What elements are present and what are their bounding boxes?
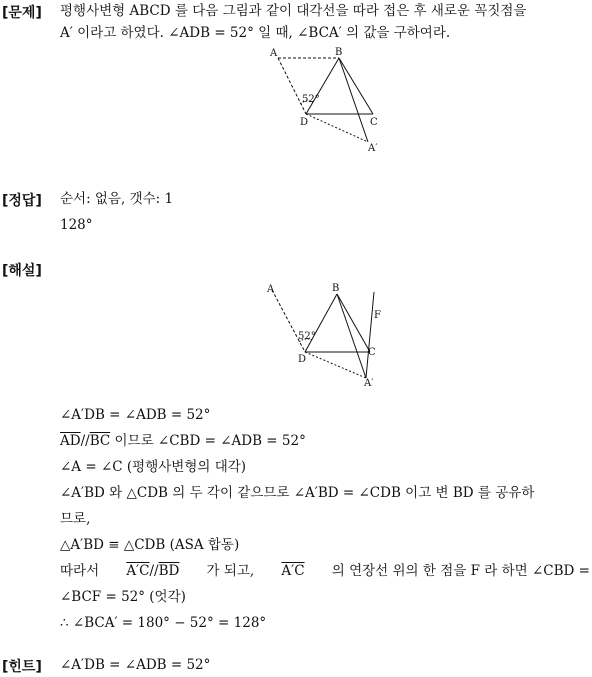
answer-order-line: 순서: 없음, 갯수: 1 — [60, 191, 174, 207]
explanation-line-1: ∠A′DB = ∠ADB = 52° — [60, 407, 211, 423]
label-aprime: A′ — [368, 143, 378, 154]
dashed-edge-d-aprime — [306, 114, 368, 142]
segment-bd: $\overline{BD}$ — [158, 563, 180, 579]
label-d: D — [298, 354, 307, 365]
diagonal-bd — [306, 58, 339, 114]
label-angle: 52° — [302, 94, 320, 105]
edge-bc — [339, 58, 373, 114]
dashed-edge-d-aprime — [305, 352, 366, 378]
segment-bc: $\overline{BC}$ — [89, 433, 111, 449]
explanation-line-2: $\overline{AD}//\overline{BC}$ 이므로 ∠CBD = ∠ADB = 52° — [60, 433, 306, 449]
label-angle: 52° — [298, 331, 316, 342]
explanation-line-3: ∠A = ∠C (평행사변형의 대각) — [60, 459, 247, 475]
explanation-line-5: 므로, — [60, 511, 91, 527]
explanation-figure — [262, 282, 392, 392]
answer-value: 128° — [60, 217, 93, 233]
segment-group: $A'C//\overline{BD}$ — [126, 563, 180, 579]
explanation-line-7 — [60, 562, 590, 580]
dashed-edge-ad — [272, 290, 305, 352]
explanation-line-7-b: 가 되고, — [206, 563, 255, 579]
label-a: A — [267, 284, 275, 295]
label-b: B — [332, 283, 340, 294]
explanation-line-6: △A′BD ≡ △CDB (ASA 합동) — [60, 537, 240, 553]
label-f: F — [374, 310, 381, 321]
segment-aprime-c-2: A′C — [281, 563, 305, 579]
explanation-line-7-a: 따라서 — [60, 563, 100, 579]
problem-label: [문제] — [2, 5, 42, 21]
explanation-line-4: ∠A′BD 와 △CDB 의 두 각이 같으므로 ∠A′BD = ∠CDB 이고 변 BD 를 공유하 — [60, 485, 535, 501]
problem-line-2: A′ 이라고 하였다. ∠ADB = 52° 일 때, ∠BCA′ 의 값을 구하여라. — [60, 25, 451, 41]
explanation-line-9: ∴ ∠BCA′ = 180° − 52° = 128° — [60, 615, 267, 631]
label-c: C — [368, 347, 376, 358]
label-c: C — [370, 117, 378, 128]
label-b: B — [335, 47, 343, 58]
diagonal-bd — [305, 294, 337, 352]
dashed-edge-ad — [278, 58, 306, 114]
label-d: D — [300, 117, 309, 128]
explanation-line-7-c: 의 연장선 위의 한 점을 F 라 하면 ∠CBD = — [331, 563, 590, 579]
edge-b-aprime — [339, 58, 368, 142]
segment-aprime-c: A′C — [126, 563, 150, 579]
answer-label: [정답] — [2, 193, 42, 209]
label-a: A — [270, 48, 278, 59]
explanation-line-2-rest: 이므로 ∠CBD = ∠ADB = 52° — [110, 433, 306, 449]
hint-label: [힌트] — [2, 659, 42, 675]
segment-ad: $\overline{AD}$ — [60, 433, 81, 449]
hint-text: ∠A′DB = ∠ADB = 52° — [60, 657, 211, 673]
problem-figure — [262, 44, 392, 154]
explanation-label: [해설] — [2, 263, 42, 279]
explanation-line-8: ∠BCF = 52° (엇각) — [60, 589, 186, 605]
label-aprime: A′ — [364, 378, 374, 389]
edge-b-aprime — [337, 294, 366, 378]
problem-line-1: 평행사변형 ABCD 를 다음 그림과 같이 대각선을 따라 접은 후 새로운 꼭짓점을 — [60, 3, 527, 19]
line-aprime-f — [366, 292, 374, 378]
